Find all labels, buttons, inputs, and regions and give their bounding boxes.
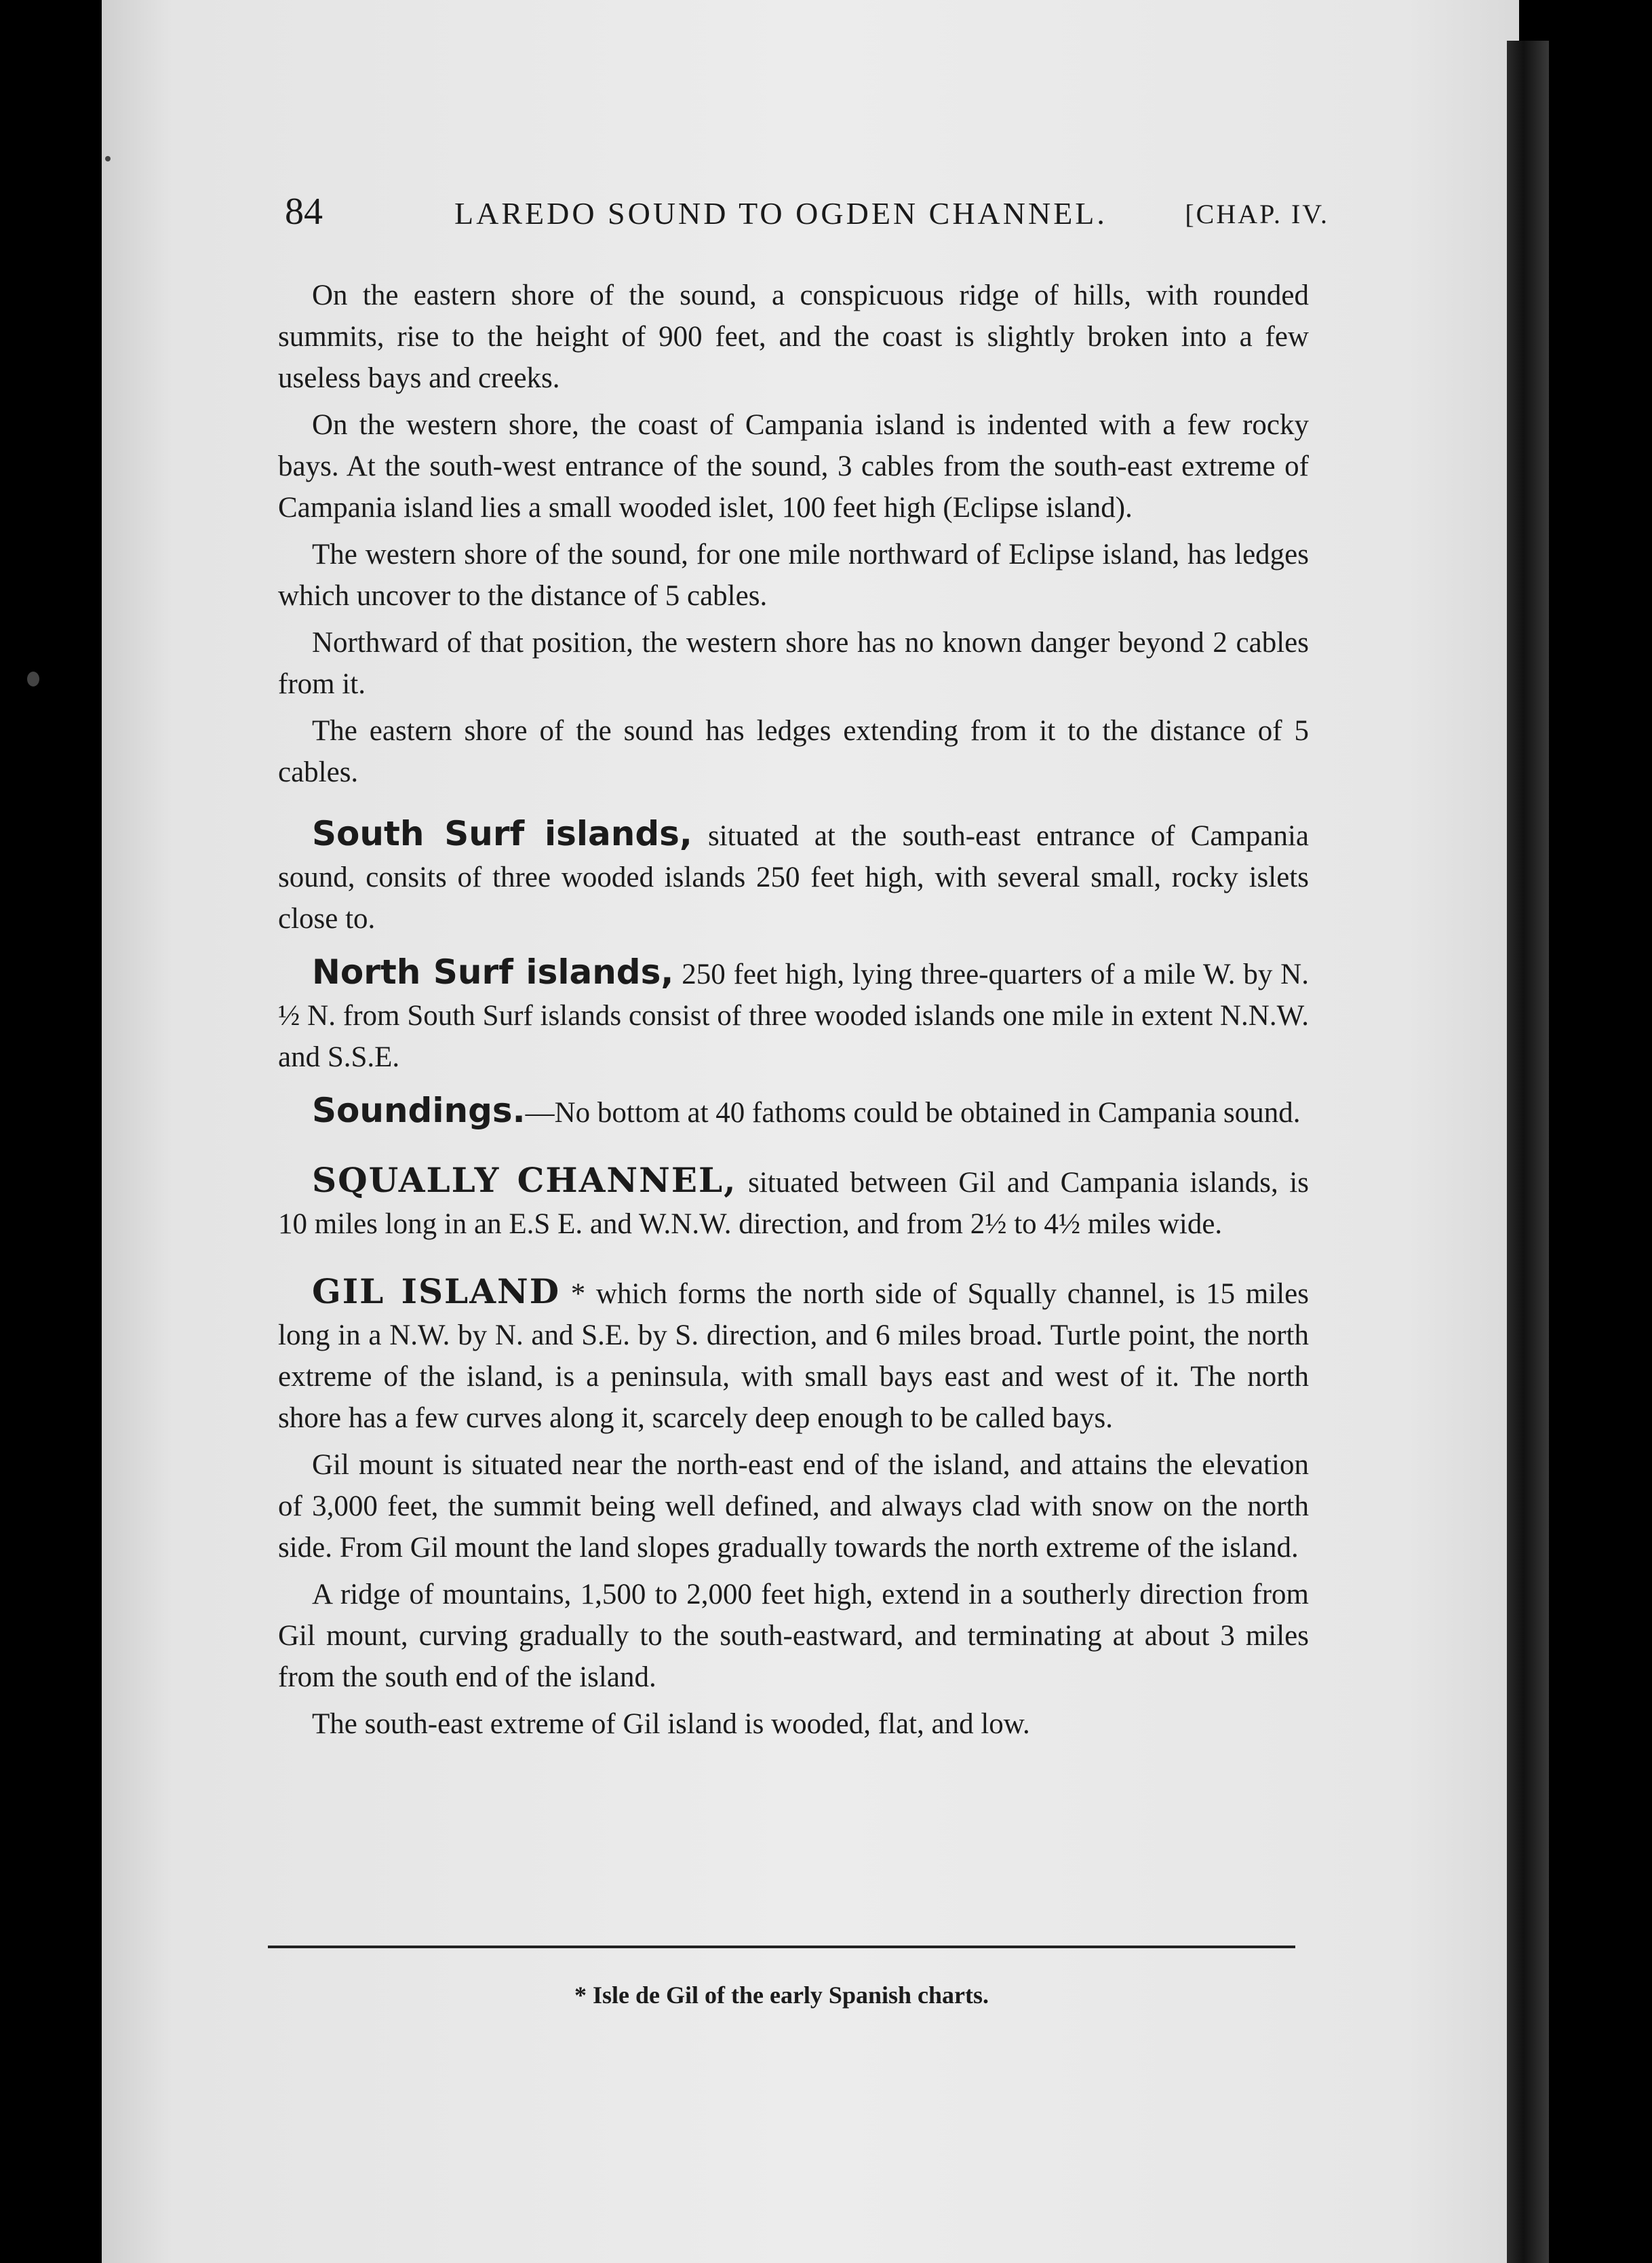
running-title: LAREDO SOUND TO OGDEN CHANNEL.	[454, 196, 1107, 231]
main-text	[278, 275, 1309, 1750]
footnote-divider	[268, 1946, 1295, 1948]
paragraph: A ridge of mountains, 1,500 to 2,000 feet high, extend in a southerly direction from Gil mount, curving gradually to the south-eastward, and terminating at about 3 miles from the south end of the island.	[278, 1579, 1309, 1693]
paragraph: On the western shore, the coast of Campania island is indented with a few rocky bays. At the south-west entrance of the sound, 3 cables from the south-east extreme of Campania island lies a small wooded islet, 100 feet high (Eclipse island).	[278, 409, 1309, 524]
chapter-reference: [CHAP. IV.	[1185, 199, 1329, 229]
paragraph: Soundings.—No bottom at 40 fathoms could be obtained in Campania sound.	[312, 1091, 1301, 1130]
page-number: 84	[285, 191, 323, 233]
paragraph: Gil mount is situated near the north-east end of the island, and attains the elevation of 3,000 feet, the summit being well defined, and always clad with snow on the north side. From Gil mount the land slopes gradually towards the north extreme of the island.	[278, 1449, 1309, 1564]
footnote: * Isle de Gil of the early Spanish charts.	[574, 1981, 989, 2009]
paragraph: SQUALLY CHANNEL, situated between Gil and Campania islands, is 10 miles long in an E.S E. and W.N.W. direction, and from 2½ to 4½ miles wide.	[278, 1160, 1309, 1240]
paragraph: The eastern shore of the sound has ledges extending from it to the distance of 5 cables.	[278, 715, 1309, 788]
paragraph: The western shore of the sound, for one mile northward of Eclipse island, has ledges which uncover to the distance of 5 cables.	[278, 539, 1309, 612]
paragraph: North Surf islands, 250 feet high, lying three-quarters of a mile W. by N. ½ N. from South Surf islands consist of three wooded islands one mile in extent N.N.W. and S.S.E.	[278, 952, 1309, 1073]
scan-border	[1549, 0, 1652, 2263]
scan-speck	[105, 156, 111, 161]
section-heading: Soundings.	[312, 1091, 526, 1130]
paragraph: The south-east extreme of Gil island is wooded, flat, and low.	[312, 1708, 1030, 1740]
scan-speck	[27, 672, 39, 686]
book-spine-shadow	[1507, 41, 1549, 2263]
running-header	[285, 190, 1329, 251]
section-heading: North Surf islands,	[312, 952, 674, 992]
paragraph: GIL ISLAND * which forms the north side of Squally channel, is 15 miles long in a N.W. by N. and S.E. by S. direction, and 6 miles broad. Turtle point, the north extreme of the island, is a peninsula, with small bays east and west of it. The north shore has a few curves along it, scarcely deep enough to be called bays.	[278, 1271, 1309, 1434]
paragraph: Northward of that position, the western shore has no known danger beyond 2 cables from it.	[278, 627, 1309, 700]
section-heading: SQUALLY CHANNEL,	[312, 1160, 737, 1200]
paragraph: On the eastern shore of the sound, a conspicuous ridge of hills, with rounded summits, rise to the height of 900 feet, and the coast is slightly broken into a few useless bays and creeks.	[278, 279, 1309, 394]
section-heading: South Surf islands,	[312, 814, 692, 853]
section-heading: GIL ISLAND	[312, 1271, 561, 1311]
paragraph: South Surf islands, situated at the south-east entrance of Campania sound, consits of three wooded islands 250 feet high, with several small, rocky islets close to.	[278, 814, 1309, 935]
